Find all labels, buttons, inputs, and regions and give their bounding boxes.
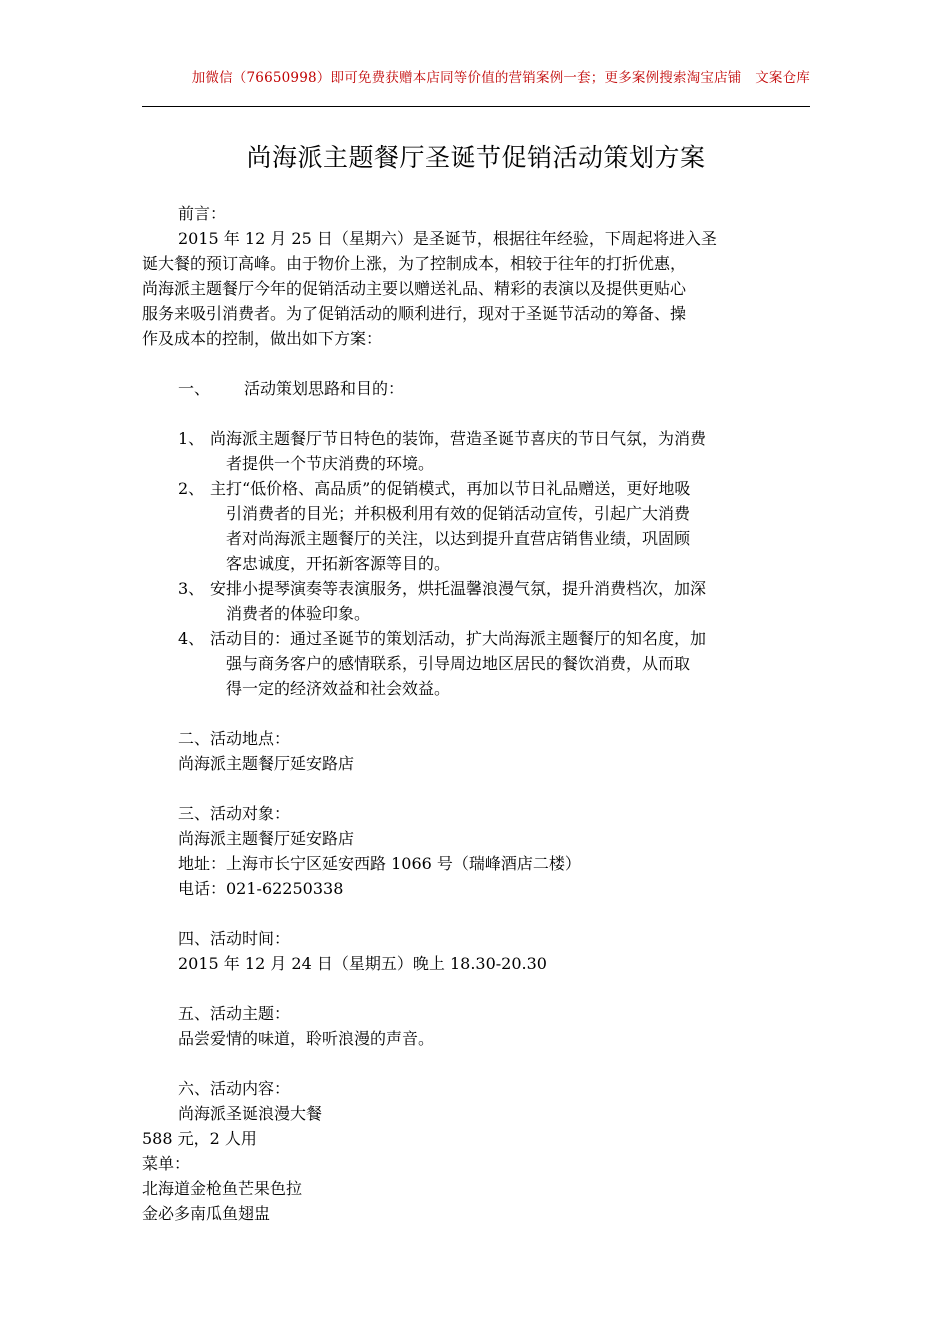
section-4-line: 2015 年 12 月 24 日（星期五）晚上 18.30-20.30 bbox=[178, 954, 547, 973]
list-item-line: 安排小提琴演奏等表演服务，烘托温馨浪漫气氛，提升消费档次，加深 bbox=[210, 579, 707, 598]
section-2-heading: 二、活动地点： bbox=[178, 729, 291, 748]
section-3-phone: 电话：021-62250338 bbox=[178, 879, 344, 898]
list-item-number: 1、 bbox=[178, 429, 205, 448]
promo-header: 加微信（76650998）即可免费获赠本店同等价值的营销案例一套；更多案例搜索淘宝店铺 文案仓库 bbox=[191, 70, 810, 86]
list-item bbox=[142, 426, 810, 476]
list-item-line: 强与商务客户的感情联系，引导周边地区居民的餐饮消费，从而取 bbox=[226, 654, 691, 673]
list-item-line: 尚海派主题餐厅节日特色的装饰，营造圣诞节喜庆的节日气氛，为消费 bbox=[210, 429, 707, 448]
list-item-number: 2、 bbox=[178, 479, 205, 498]
section-3-heading: 三、活动对象： bbox=[178, 804, 291, 823]
menu-price: 588 元，2 人用 bbox=[142, 1129, 257, 1148]
list-item-line: 客忠诚度，开拓新客源等目的。 bbox=[226, 554, 451, 573]
preface-line: 2015 年 12 月 25 日（星期六）是圣诞节，根据往年经验，下周起将进入圣 bbox=[178, 229, 717, 248]
list-item bbox=[142, 476, 810, 576]
menu-item: 金必多南瓜鱼翅盅 bbox=[142, 1204, 271, 1223]
document-title: 尚海派主题餐厅圣诞节促销活动策划方案 bbox=[246, 143, 706, 172]
section-6-heading: 六、活动内容： bbox=[178, 1079, 291, 1098]
section-1-heading bbox=[142, 376, 810, 401]
document-body bbox=[142, 201, 810, 1226]
preface-line: 作及成本的控制，做出如下方案： bbox=[142, 329, 383, 348]
menu-item: 北海道金枪鱼芒果色拉 bbox=[142, 1179, 303, 1198]
section-1-number: 一、 bbox=[178, 379, 211, 398]
list-item-line: 引消费者的目光；并积极利用有效的促销活动宣传，引起广大消费 bbox=[226, 504, 691, 523]
menu-label: 菜单： bbox=[142, 1154, 191, 1173]
list-item-line: 者提供一个节庆消费的环境。 bbox=[226, 454, 435, 473]
section-5-heading: 五、活动主题： bbox=[178, 1004, 291, 1023]
preface-line: 诞大餐的预订高峰。由于物价上涨，为了控制成本，相较于往年的打折优惠， bbox=[142, 254, 687, 273]
section-2-line: 尚海派主题餐厅延安路店 bbox=[178, 754, 355, 773]
list-item-line: 者对尚海派主题餐厅的关注，以达到提升直营店销售业绩，巩固顾 bbox=[226, 529, 691, 548]
preface-line: 尚海派主题餐厅今年的促销活动主要以赠送礼品、精彩的表演以及提供更贴心 bbox=[142, 279, 687, 298]
header-divider bbox=[142, 106, 810, 107]
list-item-number: 4、 bbox=[178, 629, 205, 648]
list-item-line: 主打“低价格、高品质”的促销模式，再加以节日礼品赠送，更好地吸 bbox=[210, 479, 691, 498]
list-item-line: 消费者的体验印象。 bbox=[226, 604, 371, 623]
section-5-line: 品尝爱情的味道，聆听浪漫的声音。 bbox=[178, 1029, 435, 1048]
list-item bbox=[142, 626, 810, 701]
preface-line: 服务来吸引消费者。为了促销活动的顺利进行，现对于圣诞节活动的筹备、操 bbox=[142, 304, 687, 323]
section-1-title: 活动策划思路和目的： bbox=[244, 379, 405, 398]
section-4-heading: 四、活动时间： bbox=[178, 929, 291, 948]
section-3-line: 尚海派主题餐厅延安路店 bbox=[178, 829, 355, 848]
preface-label: 前言： bbox=[178, 204, 227, 223]
section-6-subtitle: 尚海派圣诞浪漫大餐 bbox=[178, 1104, 323, 1123]
list-item bbox=[142, 576, 810, 626]
list-item-line: 得一定的经济效益和社会效益。 bbox=[226, 679, 451, 698]
list-item-number: 3、 bbox=[178, 579, 205, 598]
list-item-line: 活动目的：通过圣诞节的策划活动，扩大尚海派主题餐厅的知名度，加 bbox=[210, 629, 707, 648]
section-3-address: 地址：上海市长宁区延安西路 1066 号（瑞峰酒店二楼） bbox=[178, 854, 581, 873]
